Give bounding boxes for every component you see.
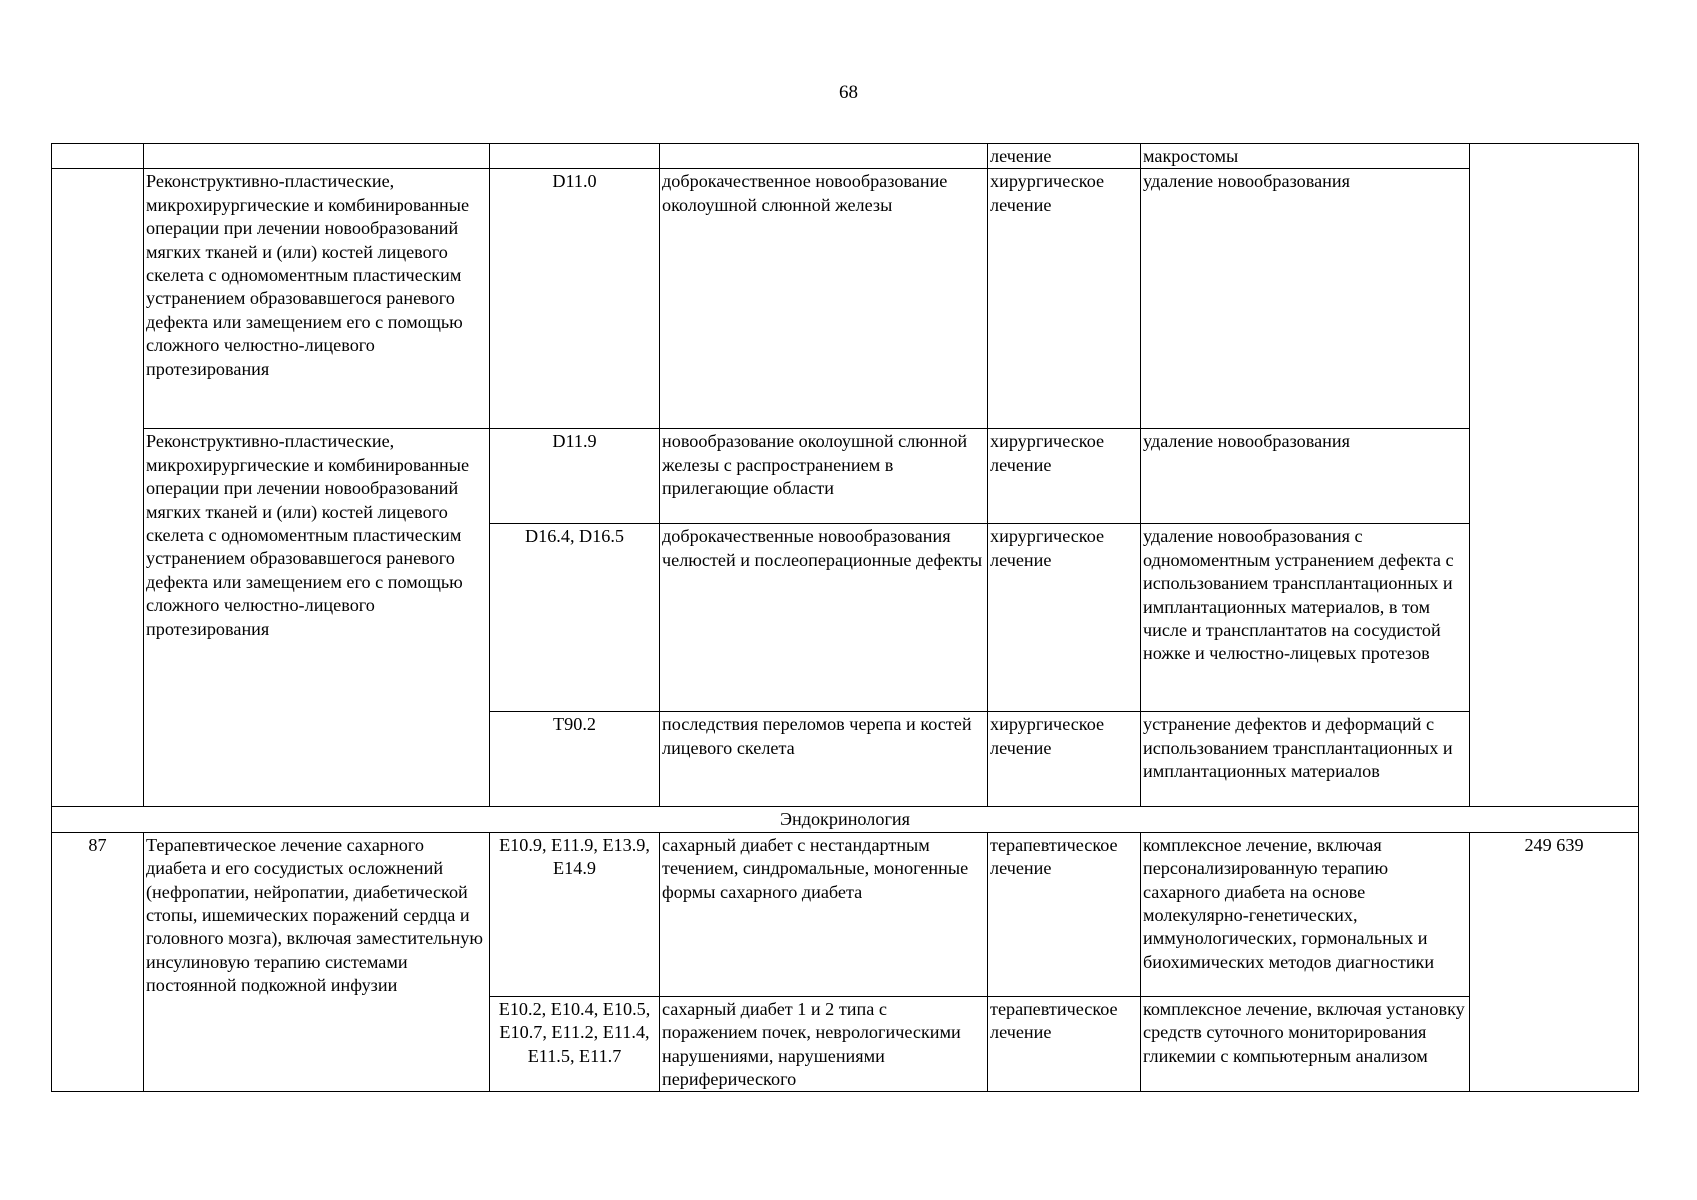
cell-treatment-type: хирургическое лечение (988, 169, 1141, 429)
table-row (52, 832, 1639, 996)
table-row (52, 429, 1639, 524)
cell-cost: 249 639 (1470, 832, 1639, 1092)
cell-procedure-name: Реконструктивно-пластические, микрохирургические и комбинированные операции при лечении новообразований мягких тканей и (или) костей лицевого скелета с одномоментным пластическим устранением образовавшегося раневого дефекта или замещением его с помощью сложного челюстно-лицевого протезирования (144, 169, 490, 429)
cell-icd-codes: D16.4, D16.5 (490, 524, 660, 712)
cell-treatment-type: терапевтическое лечение (988, 832, 1141, 996)
cell-patient-model: новообразование околоушной слюнной железы с распространением в прилегающие области (660, 429, 988, 524)
cell-icd-codes: D11.0 (490, 169, 660, 429)
cell-patient-model: последствия переломов черепа и костей лицевого скелета (660, 712, 988, 807)
cell-treatment-method: удаление новообразования с одномоментным устранением дефекта с использованием трансплантационных и имплантационных материалов, в том числе и трансплантатов на сосудистой ножке и челюстно-лицевых протезов (1141, 524, 1470, 712)
cell-number (52, 169, 144, 807)
cell-procedure-name: Реконструктивно-пластические, микрохирургические и комбинированные операции при лечении новообразований мягких тканей и (или) костей лицевого скелета с одномоментным пластическим устранением образовавшегося раневого дефекта или замещением его с помощью сложного челюстно-лицевого протезирования (144, 429, 490, 807)
cell-patient-model: сахарный диабет с нестандартным течением, синдромальные, моногенные формы сахарного диабета (660, 832, 988, 996)
cell-number (52, 144, 144, 169)
table-row (52, 169, 1639, 429)
table-row (52, 144, 1639, 169)
cell-icd-codes: D11.9 (490, 429, 660, 524)
cell-treatment-type: терапевтическое лечение (988, 996, 1141, 1092)
cell-treatment-type: хирургическое лечение (988, 712, 1141, 807)
cell-treatment-type: лечение (988, 144, 1141, 169)
cell-treatment-type: хирургическое лечение (988, 429, 1141, 524)
cell-icd-codes: E10.2, E10.4, E10.5, E10.7, E11.2, E11.4, E11.5, E11.7 (490, 996, 660, 1092)
cell-treatment-method: удаление новообразования (1141, 429, 1470, 524)
section-row (52, 807, 1639, 832)
cell-patient-model: доброкачественные новообразования челюстей и послеоперационные дефекты (660, 524, 988, 712)
page-number: 68 (839, 82, 858, 103)
cell-icd-codes: T90.2 (490, 712, 660, 807)
section-title: Эндокринология (52, 807, 1639, 832)
cell-patient-model (660, 144, 988, 169)
cell-cost (1470, 144, 1639, 807)
cell-treatment-type: хирургическое лечение (988, 524, 1141, 712)
cell-treatment-method: комплексное лечение, включая персонализированную терапию сахарного диабета на основе молекулярно-генетических, иммунологических, гормональных и биохимических методов диагностики (1141, 832, 1470, 996)
cell-treatment-method: комплексное лечение, включая установку средств суточного мониторирования гликемии с компьютерным анализом (1141, 996, 1470, 1092)
cell-number: 87 (52, 832, 144, 1092)
cell-procedure-name (144, 144, 490, 169)
cell-procedure-name: Терапевтическое лечение сахарного диабета и его сосудистых осложнений (нефропатии, нейропатии, диабетической стопы, ишемических поражений сердца и головного мозга), включая заместительную инсулиновую терапию системами постоянной подкожной инфузии (144, 832, 490, 1092)
cell-patient-model: доброкачественное новообразование околоушной слюнной железы (660, 169, 988, 429)
cell-treatment-method: удаление новообразования (1141, 169, 1470, 429)
cell-treatment-method: макростомы (1141, 144, 1470, 169)
cell-patient-model: сахарный диабет 1 и 2 типа с поражением почек, неврологическими нарушениями, нарушениями периферического (660, 996, 988, 1092)
cell-icd-codes: E10.9, E11.9, E13.9, E14.9 (490, 832, 660, 996)
procedures-table (51, 143, 1639, 1092)
cell-treatment-method: устранение дефектов и деформаций с использованием трансплантационных и имплантационных материалов (1141, 712, 1470, 807)
cell-icd-codes (490, 144, 660, 169)
